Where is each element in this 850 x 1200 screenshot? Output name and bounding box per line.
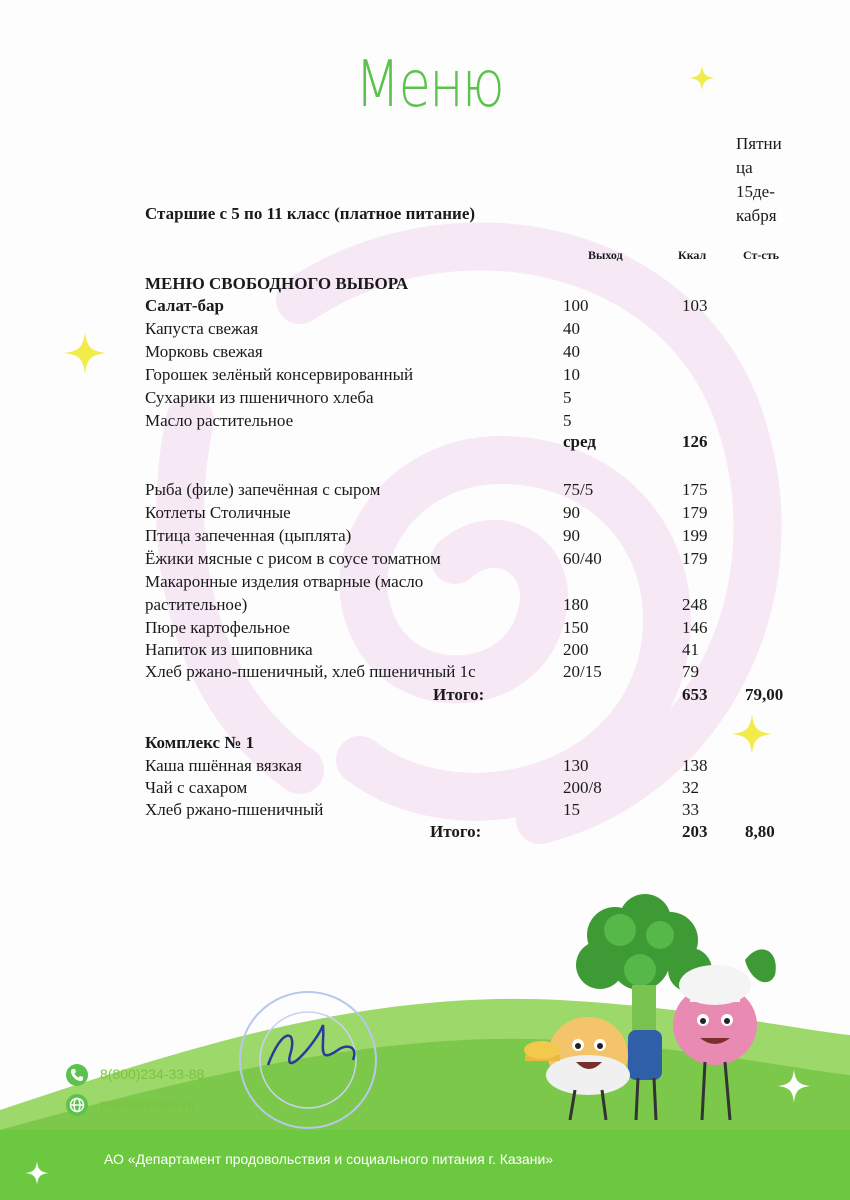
average-row [0,432,850,455]
table-row [0,756,850,779]
column-header-kcal: Ккал [678,248,707,262]
item-name: Хлеб ржано-пшеничный [145,800,324,819]
website-link[interactable]: poelidovolen.ru [100,1096,195,1112]
table-row [0,503,850,526]
item-out: 10 [563,365,580,384]
table-row [0,662,850,685]
item-out: 130 [563,756,589,775]
item-name: Котлеты Столичные [145,503,291,522]
stamp-seal [228,985,388,1135]
date-line: Пятни [736,134,782,153]
item-out: 90 [563,526,580,545]
table-row [0,595,850,618]
item-out: 200 [563,640,589,659]
item-kcal: 79 [682,662,699,681]
item-name: Салат-бар [145,296,224,315]
table-row [0,319,850,342]
item-name: Макаронные изделия отварные (масло [145,572,424,591]
item-name: Птица запеченная (цыплята) [145,526,352,545]
average-kcal: 126 [682,432,708,451]
item-kcal: 146 [682,618,708,637]
star-icon [688,64,716,92]
column-header-out: Выход [588,248,623,262]
total-label: Итого: [433,685,485,704]
item-name: Морковь свежая [145,342,263,361]
item-out: 180 [563,595,589,614]
item-kcal: 175 [682,480,708,499]
table-row [0,549,850,572]
total-row [0,822,850,845]
total-label: Итого: [430,822,482,841]
item-kcal: 248 [682,595,708,614]
section-heading: МЕНЮ СВОБОДНОГО ВЫБОРА [145,274,409,293]
date-line: кабря [736,206,777,225]
table-row [0,572,850,595]
item-kcal: 32 [682,778,699,797]
item-name: Масло растительное [145,411,294,430]
item-name: Чай с сахаром [145,778,248,797]
item-name: Ёжики мясные с рисом в соусе томатном [145,549,441,568]
subtitle: Старшие с 5 по 11 класс (платное питание) [145,204,476,223]
item-name: Пюре картофельное [145,618,290,637]
item-name: Каша пшённая вязкая [145,756,302,775]
page-title: Меню [355,48,503,122]
item-out: 150 [563,618,589,637]
item-kcal: 138 [682,756,708,775]
item-out: 100 [563,296,589,315]
item-kcal: 199 [682,526,708,545]
table-row [0,800,850,823]
item-name: Горошек зелёный консервированный [145,365,414,384]
column-header-price: Ст-сть [743,248,779,262]
item-out: 5 [563,411,572,430]
item-out: 75/5 [563,480,594,499]
item-out: 40 [563,319,580,338]
item-name: растительное) [145,595,248,614]
total-price: 79,00 [745,685,784,704]
table-row [0,388,850,411]
item-out: 20/15 [563,662,602,681]
item-out: 40 [563,342,580,361]
item-out: 60/40 [563,549,602,568]
section-heading: Комплекс № 1 [145,733,255,752]
total-row [0,685,850,708]
item-kcal: 179 [682,549,708,568]
item-out: 200/8 [563,778,602,797]
item-out: 90 [563,503,580,522]
item-kcal: 41 [682,640,699,659]
date-line: ца [736,158,753,177]
table-row [0,365,850,388]
mascot-illustration [520,880,820,1140]
phone-number[interactable]: 8(800)234-33-88 [100,1066,205,1082]
date-line: 15де- [736,182,775,201]
star-icon [776,1068,812,1104]
phone-icon [66,1064,88,1086]
globe-icon [66,1094,88,1116]
total-kcal: 203 [682,822,708,841]
item-out: 15 [563,800,580,819]
date-label [736,132,796,228]
table-row [0,342,850,365]
item-kcal: 103 [682,296,708,315]
item-out: 5 [563,388,572,407]
table-row [0,640,850,663]
total-price: 8,80 [745,822,775,841]
star-icon [24,1160,50,1186]
average-label: сред [563,432,596,451]
item-name: Напиток из шиповника [145,640,313,659]
table-row [0,480,850,503]
table-row [0,411,850,434]
item-name: Капуста свежая [145,319,259,338]
item-name: Рыба (филе) запечённая с сыром [145,480,381,499]
item-kcal: 179 [682,503,708,522]
table-row [0,526,850,549]
item-kcal: 33 [682,800,699,819]
table-row [0,778,850,801]
total-kcal: 653 [682,685,708,704]
table-row [0,618,850,641]
item-name: Сухарики из пшеничного хлеба [145,388,374,407]
item-name: Хлеб ржано-пшеничный, хлеб пшеничный 1с [145,662,476,681]
table-row [0,296,850,319]
footer-organization: АО «Департамент продовольствия и социального питания г. Казани» [104,1151,554,1167]
star-icon [730,712,774,756]
